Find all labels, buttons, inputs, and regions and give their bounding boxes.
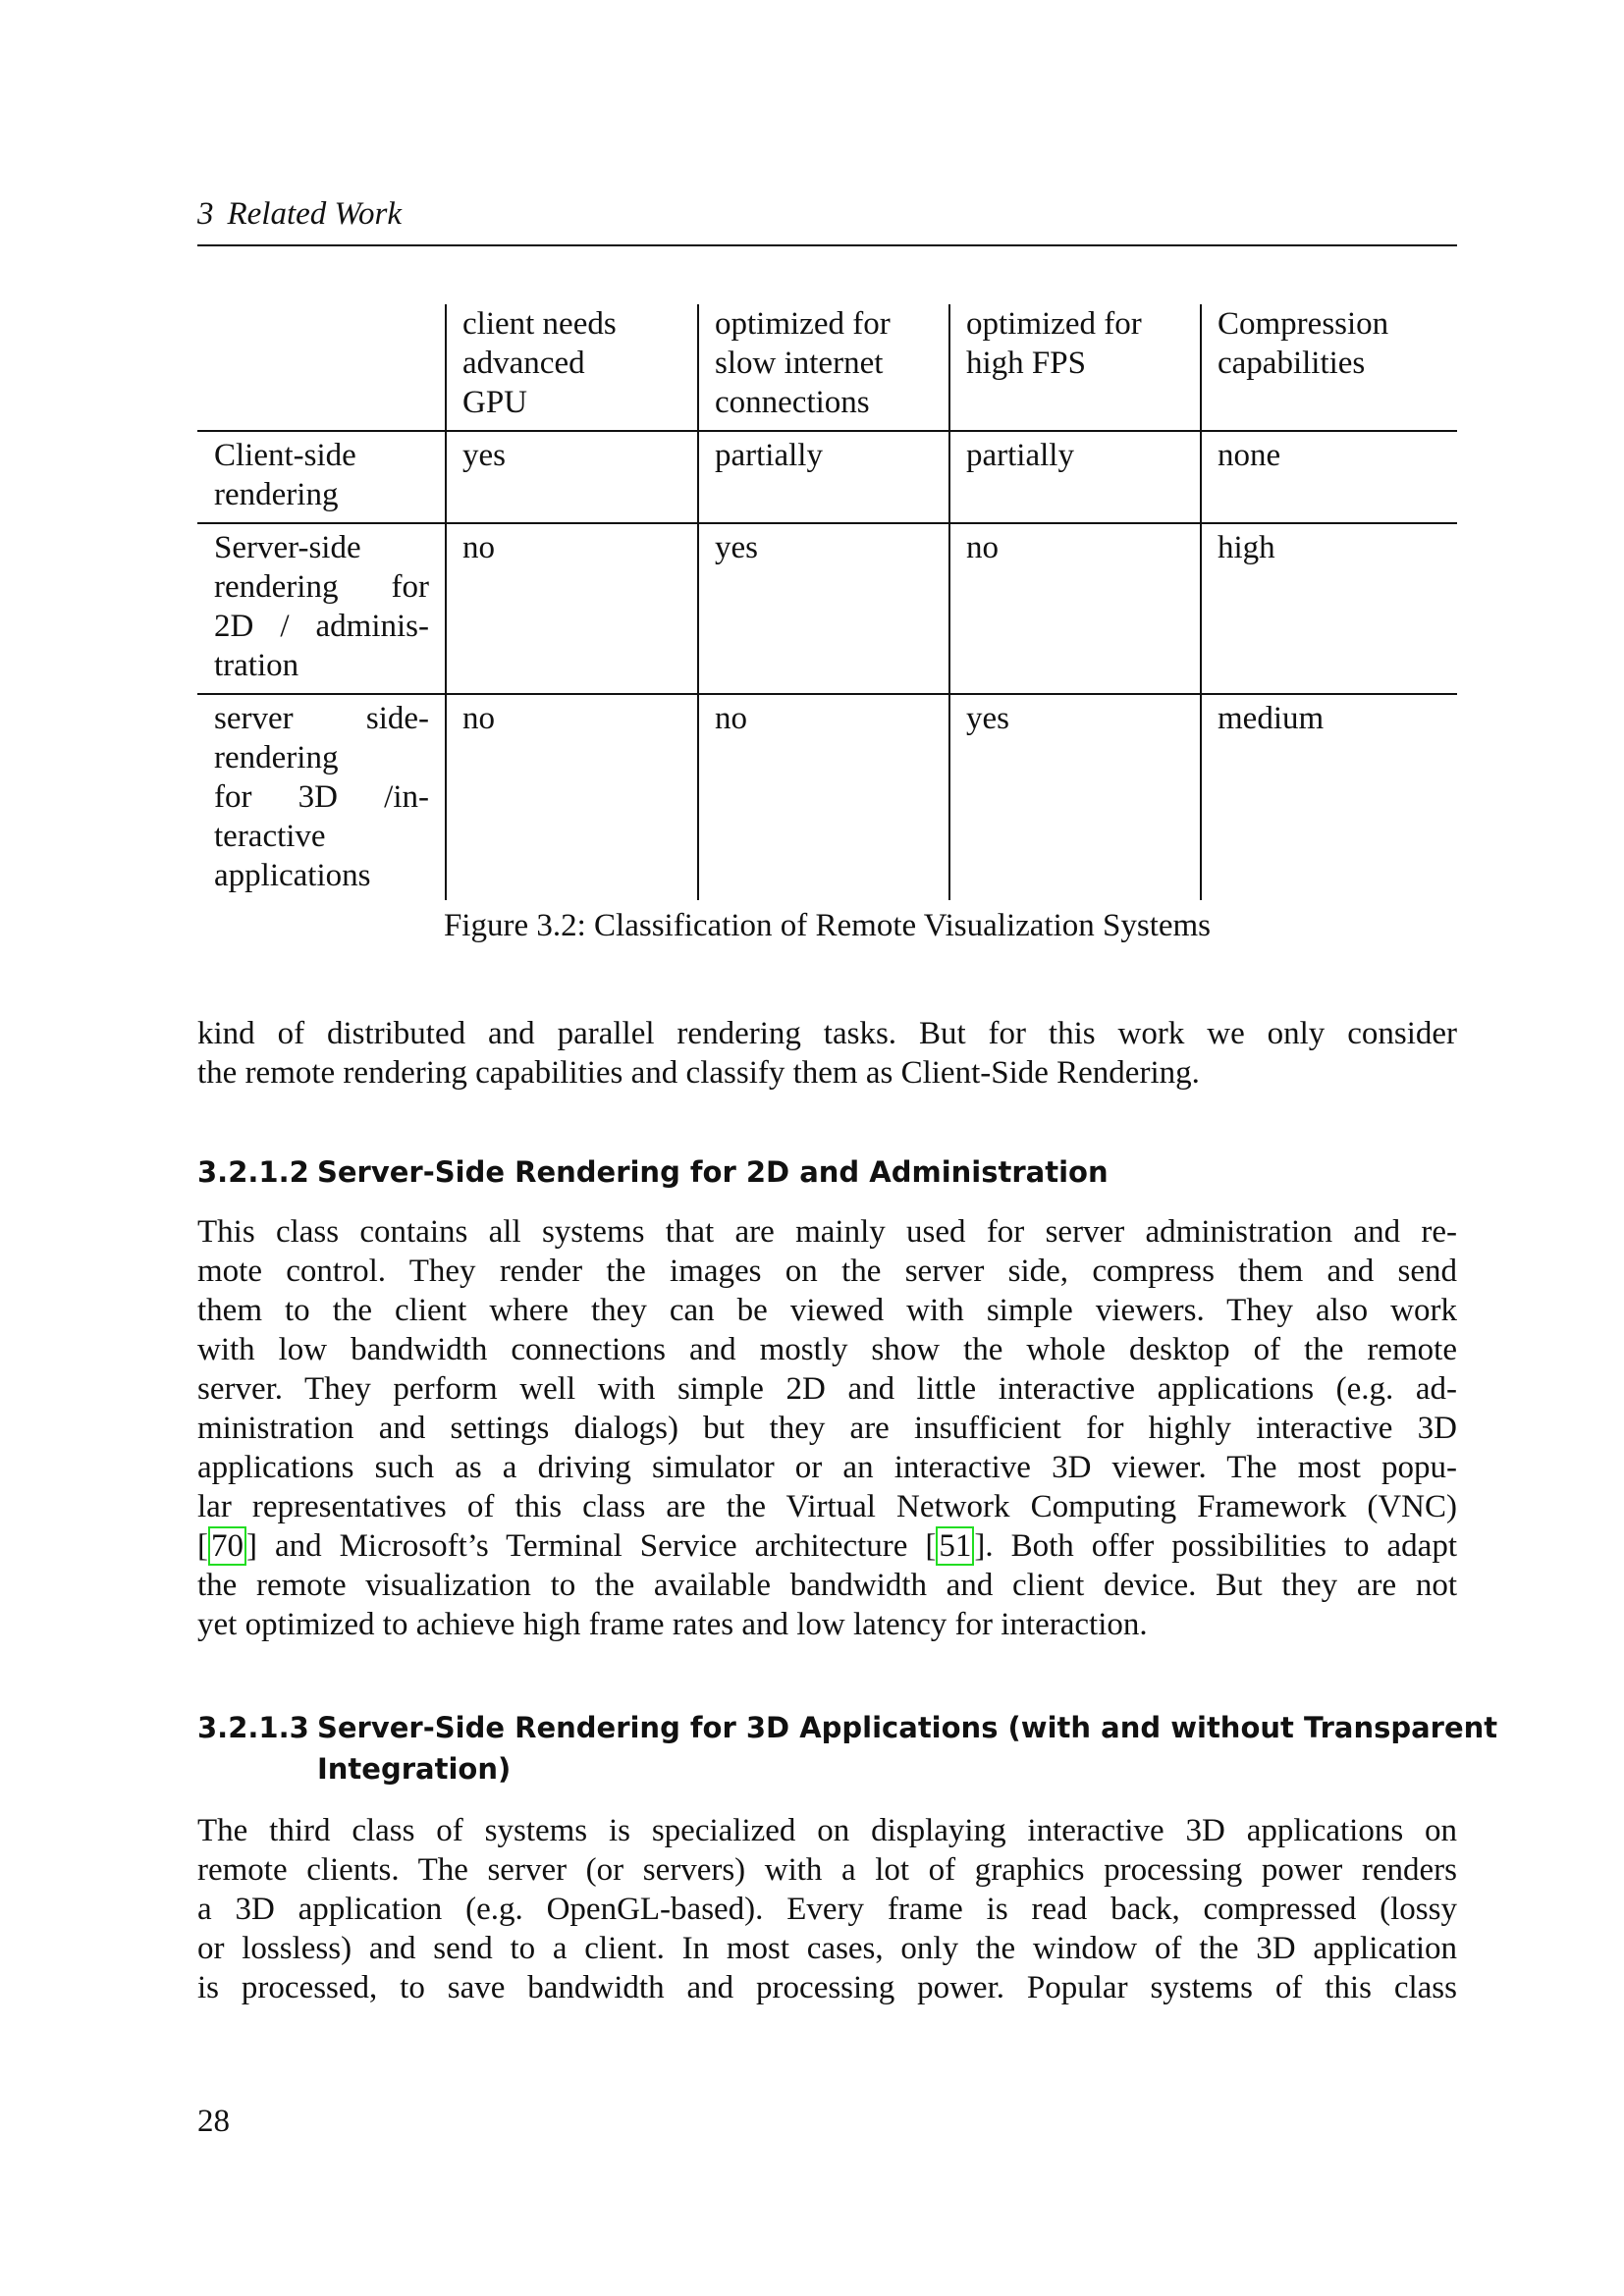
table-row (197, 523, 1457, 694)
text-line: lar representatives of this class are the Virtual Network Computing Framework (VNC) (197, 1489, 1457, 1524)
row-label-line: server side- (214, 701, 429, 736)
row-label (197, 694, 446, 900)
chapter-number: 3 (197, 196, 214, 232)
section-number: 3.2.1.3 (197, 1711, 309, 1744)
chapter-title: Related Work (227, 196, 402, 232)
header-line: high FPS (966, 346, 1086, 381)
header-line: optimized for (966, 306, 1142, 342)
text-line: applications such as a driving simulator or an interactive 3D viewer. The most popu- (197, 1450, 1457, 1485)
paragraph-intro (197, 1014, 1457, 1093)
text-fragment: ] and Microsoft’s Terminal Service architecture [ (246, 1528, 937, 1564)
text-line: is processed, to save bandwidth and processing power. Popular systems of this class (197, 1970, 1457, 2005)
section-number: 3.2.1.2 (197, 1155, 309, 1189)
row-label-line: rendering (214, 477, 339, 512)
citation-link-51[interactable]: 51 (936, 1526, 974, 1566)
table-cell: partially (949, 431, 1201, 523)
header-line: client needs (462, 306, 617, 342)
header-line: capabilities (1218, 346, 1366, 381)
page-number: 28 (197, 2104, 230, 2139)
row-label-line: applications (214, 858, 371, 893)
header-line: GPU (462, 385, 528, 420)
header-line: connections (715, 385, 870, 420)
row-label (197, 523, 446, 694)
header-line: slow internet (715, 346, 884, 381)
header-rule (197, 244, 1457, 246)
section-heading-3-2-1-3 (197, 1707, 1497, 1789)
row-label-line: 2D / adminis- (214, 609, 429, 644)
text-line: them to the client where they can be viewed with simple viewers. They also work (197, 1293, 1457, 1328)
row-label (197, 431, 446, 523)
table-cell: no (698, 694, 949, 900)
text-line: The third class of systems is specialized on displaying interactive 3D applications on (197, 1813, 1457, 1848)
table-header-row (197, 304, 1457, 431)
text-line: ministration and settings dialogs) but they are insufficient for highly interactive 3D (197, 1411, 1457, 1446)
table-cell: yes (446, 431, 698, 523)
running-head (197, 196, 402, 233)
text-line: with low bandwidth connections and mostly show the whole desktop of the remote (197, 1332, 1457, 1367)
table-cell: yes (949, 694, 1201, 900)
header-slow-internet (698, 304, 949, 431)
row-label-line: teractive (214, 819, 326, 854)
row-label-line: Client-side (214, 438, 356, 473)
row-label-line: Server-side (214, 530, 361, 565)
row-label-line: rendering for (214, 569, 429, 605)
classification-table (197, 304, 1457, 900)
citation-link-70[interactable]: 70 (208, 1526, 246, 1566)
text-line: This class contains all systems that are mainly used for server administration and re- (197, 1214, 1457, 1250)
text-line: remote clients. The server (or servers) with a lot of graphics processing power renders (197, 1852, 1457, 1888)
row-label-line: for 3D /in- (214, 779, 429, 815)
table-row (197, 431, 1457, 523)
table-cell: high (1201, 523, 1457, 694)
paragraph-2d-administration (197, 1212, 1457, 1644)
text-line: a 3D application (e.g. OpenGL-based). Every frame is read back, compressed (lossy (197, 1892, 1457, 1927)
header-compression (1201, 304, 1457, 431)
figure-caption: Figure 3.2: Classification of Remote Visualization Systems (443, 908, 1212, 943)
text-fragment: ]. Both offer possibilities to adapt (974, 1528, 1457, 1564)
text-line: server. They perform well with simple 2D and little interactive applications (e.g. ad- (197, 1371, 1457, 1407)
section-heading-3-2-1-2 (197, 1151, 1109, 1193)
table-cell: no (446, 694, 698, 900)
table-row (197, 694, 1457, 900)
row-label-line: rendering (214, 740, 339, 775)
header-line: advanced (462, 346, 585, 381)
table-cell: none (1201, 431, 1457, 523)
bracket: [ (197, 1528, 208, 1564)
text-line-with-citations (197, 1526, 1457, 1566)
text-line: yet optimized to achieve high frame rates and low latency for interaction. (197, 1607, 1148, 1642)
header-client-gpu (446, 304, 698, 431)
table-cell: partially (698, 431, 949, 523)
section-title-continued: Integration) (317, 1752, 512, 1786)
table-cell: medium (1201, 694, 1457, 900)
row-label-line: tration (214, 648, 299, 683)
text-line: the remote rendering capabilities and classify them as Client-Side Rendering. (197, 1055, 1200, 1091)
section-title: Server-Side Rendering for 3D Applications (with and without Transparent (317, 1711, 1498, 1744)
header-line: optimized for (715, 306, 891, 342)
text-line: kind of distributed and parallel rendering tasks. But for this work we only consider (197, 1016, 1457, 1051)
section-title: Server-Side Rendering for 2D and Administration (317, 1155, 1109, 1189)
text-line: or lossless) and send to a client. In most cases, only the window of the 3D application (197, 1931, 1457, 1966)
header-line: Compression (1218, 306, 1389, 342)
table-cell: no (949, 523, 1201, 694)
paragraph-3d-applications (197, 1811, 1457, 2007)
text-line: the remote visualization to the available bandwidth and client device. But they are not (197, 1568, 1457, 1603)
text-line: mote control. They render the images on the server side, compress them and send (197, 1254, 1457, 1289)
header-high-fps (949, 304, 1201, 431)
table-cell: no (446, 523, 698, 694)
table-corner-cell (197, 304, 446, 431)
table-cell: yes (698, 523, 949, 694)
